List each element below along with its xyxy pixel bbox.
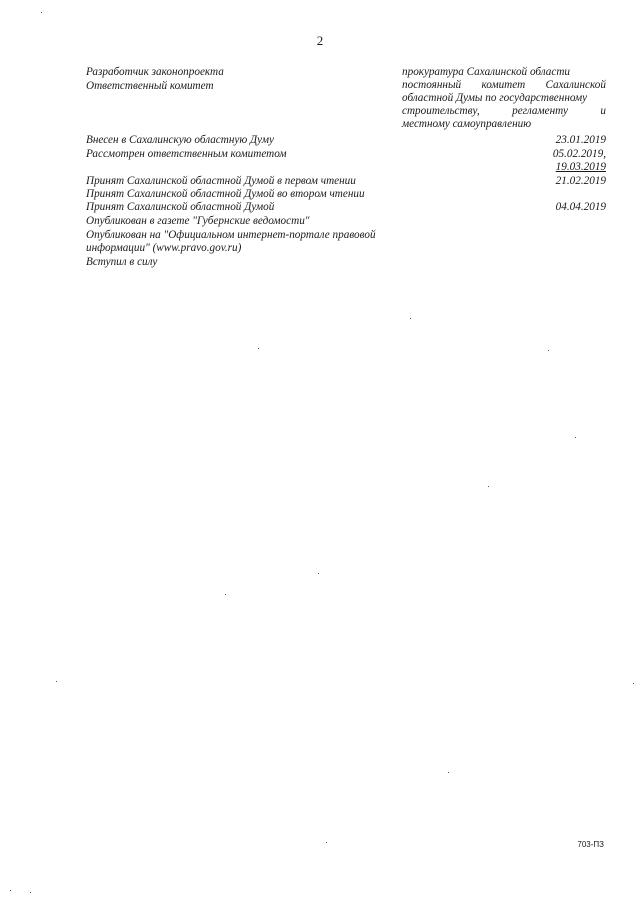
entry-submitted-label: Внесен в Сахалинскую областную Думу: [86, 134, 274, 146]
scan-speck: [41, 12, 42, 13]
developer-label: Разработчик законопроекта: [86, 66, 224, 78]
entry-adopted-date: 04.04.2019: [555, 201, 606, 213]
developer-value: прокуратура Сахалинской области: [402, 66, 570, 78]
entry-first-reading-date: 21.02.2019: [555, 175, 606, 187]
entry-reviewed-date-2: 19.03.2019: [555, 161, 606, 173]
committee-label: Ответственный комитет: [86, 80, 214, 92]
entry-in-force-label: Вступил в силу: [86, 256, 158, 268]
entry-published-portal-label-2: информации" (www.pravo.gov.ru): [86, 242, 242, 254]
entry-first-reading-label: Принят Сахалинской областной Думой в первом чтении: [86, 175, 356, 187]
scan-speck: [318, 573, 319, 574]
committee-value-line-2: областной Думы по государственному: [402, 92, 588, 104]
committee-word: и: [600, 105, 606, 117]
scan-speck: [225, 594, 226, 595]
entry-reviewed-label: Рассмотрен ответственным комитетом: [86, 148, 287, 160]
developer-committee-values: [402, 66, 606, 131]
entry-published-portal-label-1: Опубликован на "Официальном интернет-портале правовой: [86, 229, 376, 241]
committee-value-line-1: [402, 79, 606, 92]
entry-second-reading-label: Принят Сахалинской областной Думой во втором чтении: [86, 188, 365, 200]
scan-speck: [326, 842, 327, 843]
committee-value-line-4: местному самоуправлению: [402, 118, 532, 130]
scan-speck: [10, 890, 11, 891]
scan-speck: [633, 683, 634, 684]
entry-submitted-date: 23.01.2019: [555, 134, 606, 146]
entry-reviewed-date-1: 05.02.2019,: [552, 148, 606, 160]
scan-speck: [258, 348, 259, 349]
scan-speck: [575, 437, 576, 438]
scan-speck: [56, 681, 57, 682]
committee-word: постоянный: [402, 79, 462, 91]
committee-word: строительству,: [402, 105, 480, 117]
committee-word: Сахалинской: [545, 79, 606, 91]
scan-speck: [488, 486, 489, 487]
entry-published-newspaper-label: Опубликован в газете "Губернские ведомости": [86, 215, 310, 227]
committee-word: комитет: [481, 79, 526, 91]
scan-speck: [448, 772, 449, 773]
committee-word: регламенту: [512, 105, 568, 117]
entry-adopted-label: Принят Сахалинской областной Думой: [86, 201, 275, 213]
scan-speck: [548, 350, 549, 351]
committee-value-line-3: [402, 105, 606, 118]
document-code: 703-ПЗ: [577, 840, 604, 849]
scan-speck: [30, 892, 31, 893]
scan-speck: [410, 318, 411, 319]
page-number: 2: [316, 33, 324, 48]
